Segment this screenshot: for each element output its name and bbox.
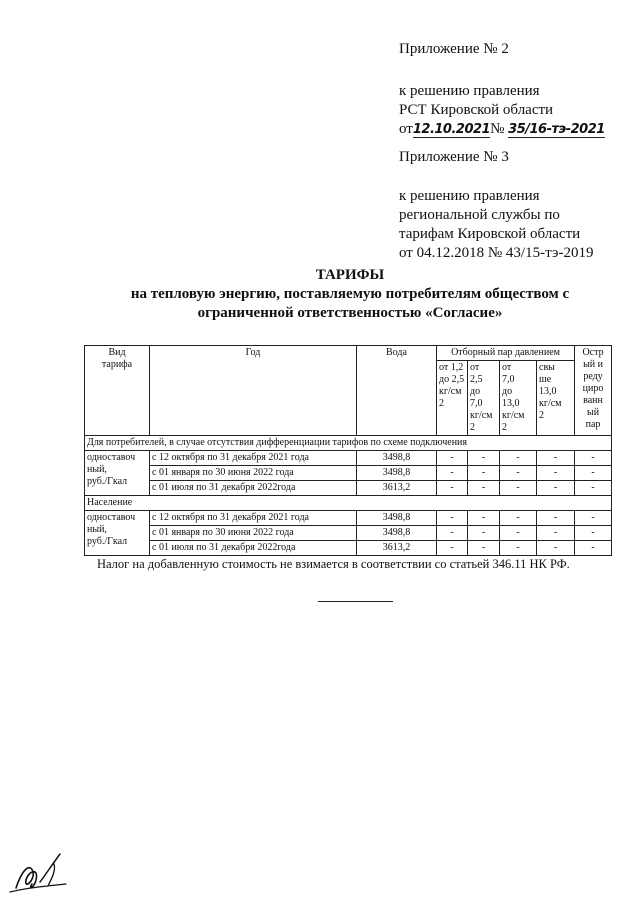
document-title: ТАРИФЫ [315, 267, 385, 283]
header-tariff-type-line: тарифа [101, 359, 133, 370]
handwritten-date: 12.10.2021 [412, 122, 491, 137]
header-steam-group: Отборный пар давлением [437, 346, 575, 361]
annex-original-line: тарифам Кировской области [399, 226, 581, 242]
tariff-type-line: одноставоч [87, 512, 136, 523]
steam-cell: - [468, 481, 500, 496]
steam-cell: - [500, 481, 537, 496]
header-steam-line: 13,0 [502, 398, 520, 409]
header-steam-line: 2,5 [470, 374, 483, 385]
header-steam-line: до [502, 386, 513, 397]
handwritten-number: 35/16-тэ-2021 [508, 122, 605, 137]
group-label: Для потребителей, в случае отсутствия дифференциации тарифов по схеме подключения [85, 436, 612, 451]
annex-current-line: к решению правления [399, 83, 540, 99]
tariff-type-cell [85, 451, 150, 496]
header-water: Вода [357, 346, 437, 436]
header-steam-line: 2 [470, 422, 475, 433]
from-prefix: от [399, 121, 413, 137]
header-period: Год [150, 346, 357, 436]
steam-cell: - [537, 511, 575, 526]
header-sharp-line: ванн [583, 395, 603, 406]
header-sharp-line: ый [586, 407, 600, 418]
document-heading [60, 265, 640, 323]
steam-cell: - [575, 541, 612, 556]
steam-cell: - [468, 541, 500, 556]
water-cell: 3498,8 [357, 466, 437, 481]
steam-cell: - [437, 481, 468, 496]
header-steam-line: кг/см [539, 398, 562, 409]
group-label-row [85, 436, 612, 451]
steam-cell: - [575, 451, 612, 466]
tariff-type-line: одноставоч [87, 452, 136, 463]
period-cell: с 12 октября по 31 декабря 2021 года [150, 451, 357, 466]
header-steam-line: кг/см [502, 410, 525, 421]
header-row [85, 346, 612, 361]
steam-cell: - [537, 526, 575, 541]
header-steam-1 [437, 361, 468, 436]
tariff-type-cell [85, 511, 150, 556]
tariff-table [84, 345, 612, 556]
steam-cell: - [537, 481, 575, 496]
steam-cell: - [500, 511, 537, 526]
tariff-type-line: ный, [87, 524, 107, 535]
steam-cell: - [468, 451, 500, 466]
water-cell: 3498,8 [357, 451, 437, 466]
handwritten-signature-icon [6, 848, 76, 898]
steam-cell: - [575, 466, 612, 481]
period-cell: с 01 января по 30 июня 2022 года [150, 526, 357, 541]
group-label-row [85, 496, 612, 511]
end-divider [318, 601, 393, 602]
tariff-type-line: ный, [87, 464, 107, 475]
steam-cell: - [537, 466, 575, 481]
header-steam-2 [468, 361, 500, 436]
period-cell: с 01 июля по 31 декабря 2022года [150, 541, 357, 556]
tax-note: Налог на добавленную стоимость не взимается в соответствии со статьей 346.11 НК РФ. [97, 557, 570, 571]
table-row [85, 541, 612, 556]
steam-cell: - [437, 511, 468, 526]
period-cell: с 12 октября по 31 декабря 2021 года [150, 511, 357, 526]
period-cell: с 01 января по 30 июня 2022 года [150, 466, 357, 481]
header-steam-line: 13,0 [539, 386, 557, 397]
header-sharp-line: пар [585, 419, 601, 430]
steam-cell: - [575, 511, 612, 526]
header-steam-line: кг/см [470, 410, 493, 421]
header-steam-line: свы [539, 362, 555, 373]
header-steam-line: 2 [502, 422, 507, 433]
steam-cell: - [437, 466, 468, 481]
steam-cell: - [575, 526, 612, 541]
steam-cell: - [575, 481, 612, 496]
header-steam-3 [500, 361, 537, 436]
annex-original-line: региональной службы по [399, 207, 560, 223]
header-sharp-line: ый и [583, 359, 603, 370]
document-subtitle-line: на тепловую энергию, поставляемую потребителям обществом с [130, 286, 570, 302]
table-row [85, 526, 612, 541]
annex-current-title: Приложение № 2 [399, 41, 509, 57]
water-cell: 3613,2 [357, 541, 437, 556]
table-row [85, 481, 612, 496]
steam-cell: - [500, 451, 537, 466]
steam-cell: - [537, 451, 575, 466]
table-row [85, 451, 612, 466]
document-subtitle-line: ограниченной ответственностью «Согласие» [197, 305, 503, 321]
steam-cell: - [468, 466, 500, 481]
steam-cell: - [437, 526, 468, 541]
header-steam-line: кг/см [439, 386, 462, 397]
group-label: Население [85, 496, 612, 511]
water-cell: 3498,8 [357, 526, 437, 541]
table-row [85, 466, 612, 481]
header-steam-line: 2 [439, 398, 444, 409]
water-cell: 3498,8 [357, 511, 437, 526]
number-prefix: № [490, 121, 505, 137]
annex-current-date-line [399, 120, 605, 139]
header-steam-line: до 2,5 [439, 374, 465, 385]
annex-current-line: РСТ Кировской области [399, 102, 554, 118]
table-row [85, 511, 612, 526]
header-sharp-line: Остр [582, 347, 604, 358]
tariff-type-line: руб./Гкал [87, 536, 128, 547]
steam-cell: - [500, 541, 537, 556]
header-tariff-type-line: Вид [108, 347, 126, 358]
header-steam-line: от [470, 362, 480, 373]
period-cell: с 01 июля по 31 декабря 2022года [150, 481, 357, 496]
tariff-type-line: руб./Гкал [87, 476, 128, 487]
annex-original-title: Приложение № 3 [399, 149, 509, 165]
steam-cell: - [537, 541, 575, 556]
annex-current [399, 40, 605, 139]
header-sharp-line: циро [582, 383, 604, 394]
annex-original-line: от 04.12.2018 № 43/15-тэ-2019 [399, 245, 594, 261]
header-steam-line: от 1,2 [439, 362, 464, 373]
annex-original-line: к решению правления [399, 188, 540, 204]
header-steam-line: 7,0 [502, 374, 515, 385]
header-tariff-type [85, 346, 150, 436]
header-steam-4 [537, 361, 575, 436]
header-steam-line: ше [539, 374, 552, 385]
header-sharp-steam [575, 346, 612, 436]
steam-cell: - [500, 466, 537, 481]
annex-original [399, 148, 593, 263]
steam-cell: - [500, 526, 537, 541]
header-steam-line: 2 [539, 410, 544, 421]
header-sharp-line: реду [583, 371, 603, 382]
water-cell: 3613,2 [357, 481, 437, 496]
header-steam-line: от [502, 362, 512, 373]
header-steam-line: до [470, 386, 481, 397]
steam-cell: - [468, 511, 500, 526]
steam-cell: - [437, 451, 468, 466]
steam-cell: - [437, 541, 468, 556]
steam-cell: - [468, 526, 500, 541]
header-steam-line: 7,0 [470, 398, 483, 409]
